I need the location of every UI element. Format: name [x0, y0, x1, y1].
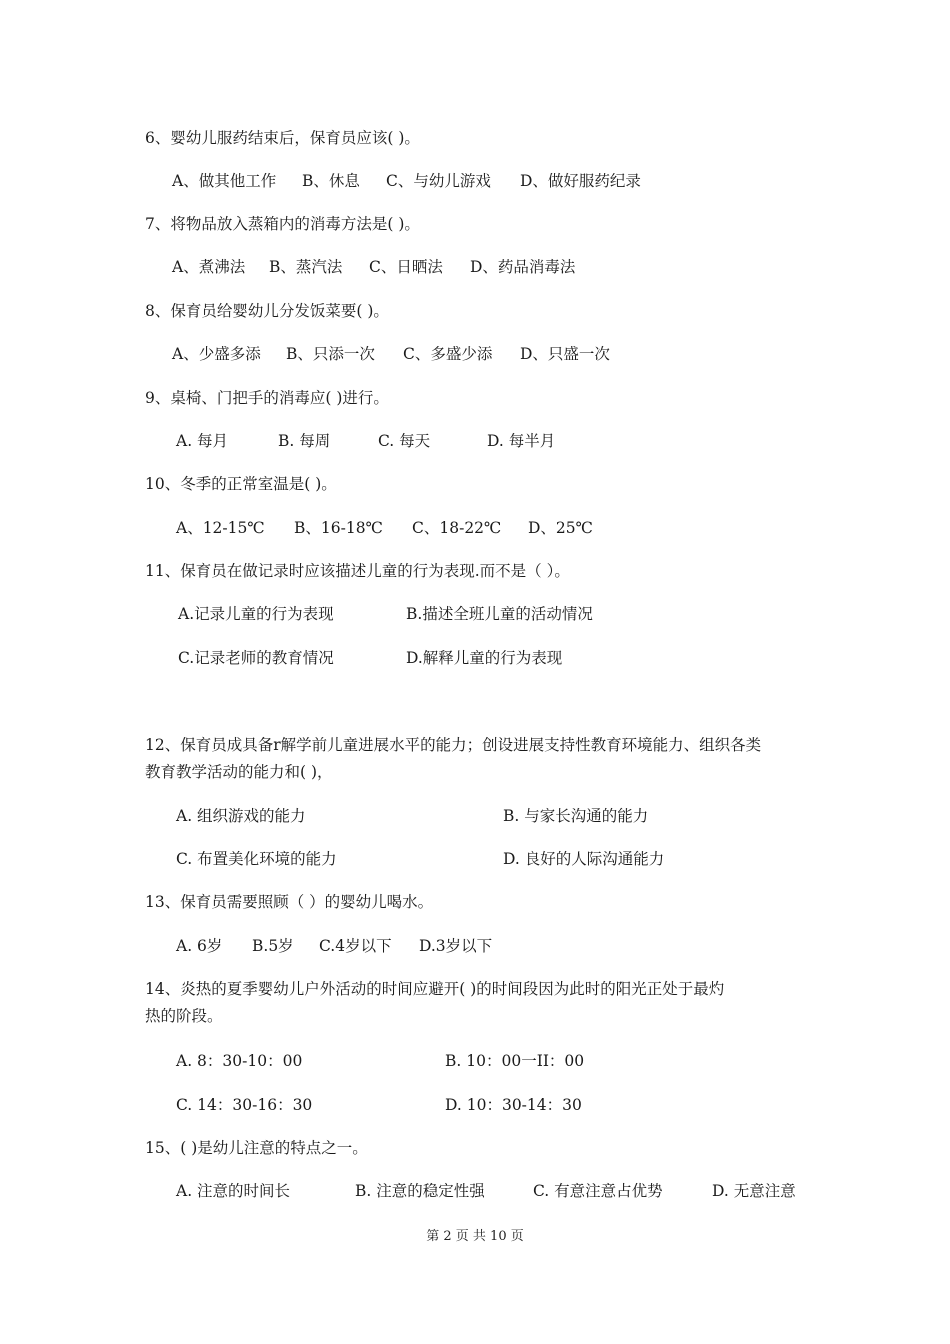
option-d: D.解释儿童的行为表现 — [406, 649, 563, 667]
question-11-stem: 11、保育员在做记录时应该描述儿童的行为表现.而不是（ ）。 — [145, 562, 570, 580]
option-b: B. 10：00一II：00 — [445, 1052, 585, 1070]
option-b: B. 注意的稳定性强 — [355, 1182, 485, 1200]
question-6-stem: 6、婴幼儿服药结束后，保育员应该( )。 — [145, 129, 420, 147]
question-8-stem: 8、保育员给婴幼儿分发饭菜要( )。 — [145, 302, 389, 320]
option-b: B. 与家长沟通的能力 — [503, 807, 649, 825]
option-b: B、只添一次 — [286, 345, 375, 363]
question-13-stem: 13、保育员需要照顾（ ）的婴幼儿喝水。 — [145, 893, 434, 911]
question-7-stem: 7、将物品放入蒸箱内的消毒方法是( )。 — [145, 215, 420, 233]
option-c: C. 布置美化环境的能力 — [176, 850, 337, 868]
option-d: D. 每半月 — [487, 432, 556, 450]
option-b: B.描述全班儿童的活动情况 — [406, 605, 593, 623]
option-c: C、18-22℃ — [412, 519, 502, 537]
option-b: B.5岁 — [252, 937, 294, 955]
option-d: D. 10：30-14：30 — [445, 1096, 582, 1114]
question-14-stem-continued: 热的阶段。 — [145, 1007, 223, 1025]
option-b: B. 每周 — [278, 432, 331, 450]
question-15-stem: 15、( )是幼儿注意的特点之一。 — [145, 1139, 368, 1157]
option-c: C、与幼儿游戏 — [386, 172, 491, 190]
option-a: A、少盛多添 — [172, 345, 261, 363]
option-a: A. 注意的时间长 — [176, 1182, 291, 1200]
question-12-stem-continued: 教育教学活动的能力和( )， — [145, 763, 333, 781]
option-d: D.3岁以下 — [419, 937, 493, 955]
option-a: A. 组织游戏的能力 — [176, 807, 306, 825]
question-14-stem: 14、炎热的夏季婴幼儿户外活动的时间应避开( )的时间段因为此时的阳光正处于最灼 — [145, 980, 725, 998]
option-a: A. 6岁 — [176, 937, 223, 955]
option-d: D、25℃ — [528, 519, 593, 537]
option-a: A.记录儿童的行为表现 — [178, 605, 334, 623]
option-a: A、12-15℃ — [176, 519, 265, 537]
option-c: C、日晒法 — [369, 258, 443, 276]
option-d: D、做好服药纪录 — [520, 172, 641, 190]
option-a: A、煮沸法 — [172, 258, 246, 276]
option-c: C. 14：30-16：30 — [176, 1096, 313, 1114]
page-number-footer: 第 2 页 共 10 页 — [426, 1229, 524, 1244]
option-a: A. 每月 — [176, 432, 229, 450]
option-c: C、多盛少添 — [403, 345, 493, 363]
option-c: C. 每天 — [378, 432, 431, 450]
option-b: B、16-18℃ — [294, 519, 383, 537]
option-d: D. 良好的人际沟通能力 — [503, 850, 665, 868]
option-c: C.记录老师的教育情况 — [178, 649, 334, 667]
option-a: A. 8：30-10：00 — [176, 1052, 303, 1070]
option-c: C. 有意注意占优势 — [533, 1182, 663, 1200]
option-b: B、休息 — [302, 172, 360, 190]
option-d: D、药品消毒法 — [470, 258, 576, 276]
option-d: D、只盛一次 — [520, 345, 610, 363]
question-10-stem: 10、冬季的正常室温是( )。 — [145, 475, 337, 493]
question-9-stem: 9、桌椅、门把手的消毒应( )进行。 — [145, 389, 389, 407]
option-b: B、蒸汽法 — [269, 258, 343, 276]
option-d: D. 无意注意 — [712, 1182, 796, 1200]
option-a: A、做其他工作 — [172, 172, 277, 190]
question-12-stem: 12、保育员成具备r解学前儿童进展水平的能力；创设进展支持性教育环境能力、组织各类 — [145, 736, 762, 754]
option-c: C.4岁以下 — [319, 937, 392, 955]
